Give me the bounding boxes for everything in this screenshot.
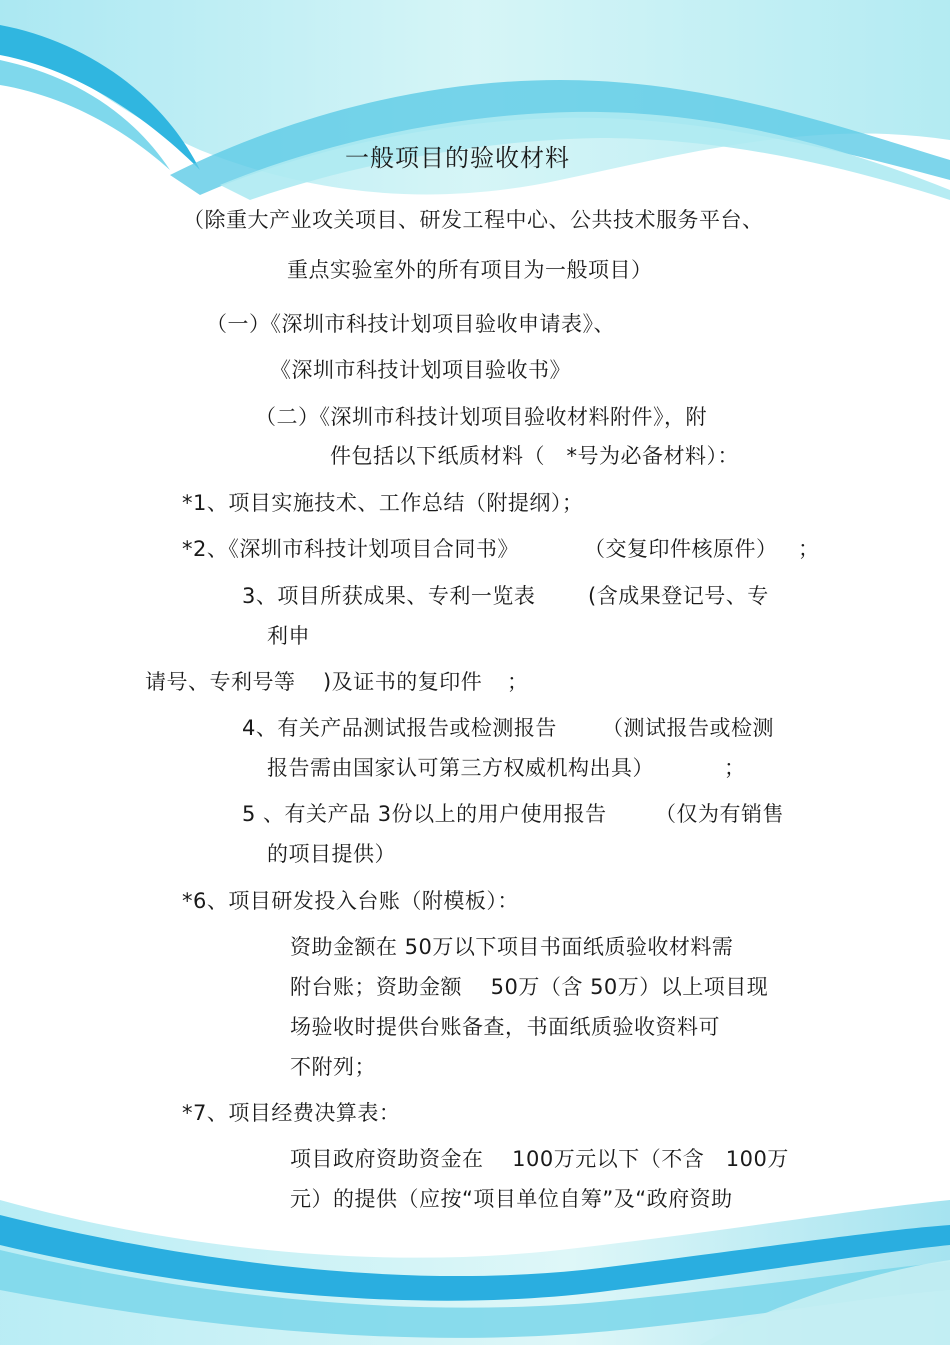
- section-2-line-2: 件包括以下纸质材料（ *号为必备材料）：: [330, 444, 739, 468]
- item-5-note: （仅为有销售: [655, 802, 784, 826]
- subtitle-line-2: 重点实验室外的所有项目为一般项目）: [287, 258, 653, 282]
- item-3-line-3c: ；: [507, 670, 529, 694]
- section-1-line-1: （一）《深圳市科技计划项目验收申请表》、: [206, 312, 615, 336]
- item-6: *6、项目研发投入台账（附模板）：: [182, 889, 519, 913]
- item-7-paragraph-line-2: 元）的提供（应按“项目单位自筹”及“政府资助: [290, 1187, 733, 1211]
- section-2-line-1: （二）《深圳市科技计划项目验收材料附件》，附: [255, 405, 707, 429]
- item-2-end: ；: [798, 537, 820, 561]
- item-3-line-3a: 请号、专利号等: [145, 670, 296, 694]
- item-7-paragraph-line-1: 项目政府资助资金在 100万元以下（不含 100万: [290, 1147, 789, 1171]
- item-4-line-2: 报告需由国家认可第三方权威机构出具）: [267, 756, 654, 780]
- item-7: *7、项目经费决算表：: [182, 1101, 401, 1125]
- item-4-note: （测试报告或检测: [602, 716, 774, 740]
- item-2-note: （交复印件核原件）: [584, 537, 778, 561]
- section-1-line-2: 《深圳市科技计划项目验收书》: [270, 358, 571, 382]
- item-2-text: *2、《深圳市科技计划项目合同书》: [182, 537, 519, 561]
- subtitle-line-1: （除重大产业攻关项目、研发工程中心、公共技术服务平台、: [183, 208, 764, 232]
- item-6-paragraph-line-1: 资助金额在 50万以下项目书面纸质验收材料需: [290, 935, 734, 959]
- item-6-paragraph-line-3: 场验收时提供台账备查，书面纸质验收资料可: [290, 1015, 720, 1039]
- item-1: *1、项目实施技术、工作总结（附提纲）；: [182, 491, 584, 515]
- item-3-note: (含成果登记号、专: [588, 584, 769, 608]
- item-3-line-3b: )及证书的复印件: [323, 670, 483, 694]
- page-title: 一般项目的验收材料: [345, 144, 570, 172]
- item-4-end: ；: [724, 756, 746, 780]
- item-3-line-2: 利申: [267, 624, 310, 648]
- item-3-text: 3、项目所获成果、专利一览表: [242, 584, 536, 608]
- item-6-paragraph-line-2: 附台账；资助金额 50万（含 50万）以上项目现: [290, 975, 769, 999]
- item-6-paragraph-line-4: 不附列；: [290, 1055, 376, 1079]
- item-5-text: 5 、有关产品 3份以上的用户使用报告: [242, 802, 607, 826]
- item-4-text: 4、有关产品测试报告或检测报告: [242, 716, 557, 740]
- item-5-line-2: 的项目提供）: [267, 842, 396, 866]
